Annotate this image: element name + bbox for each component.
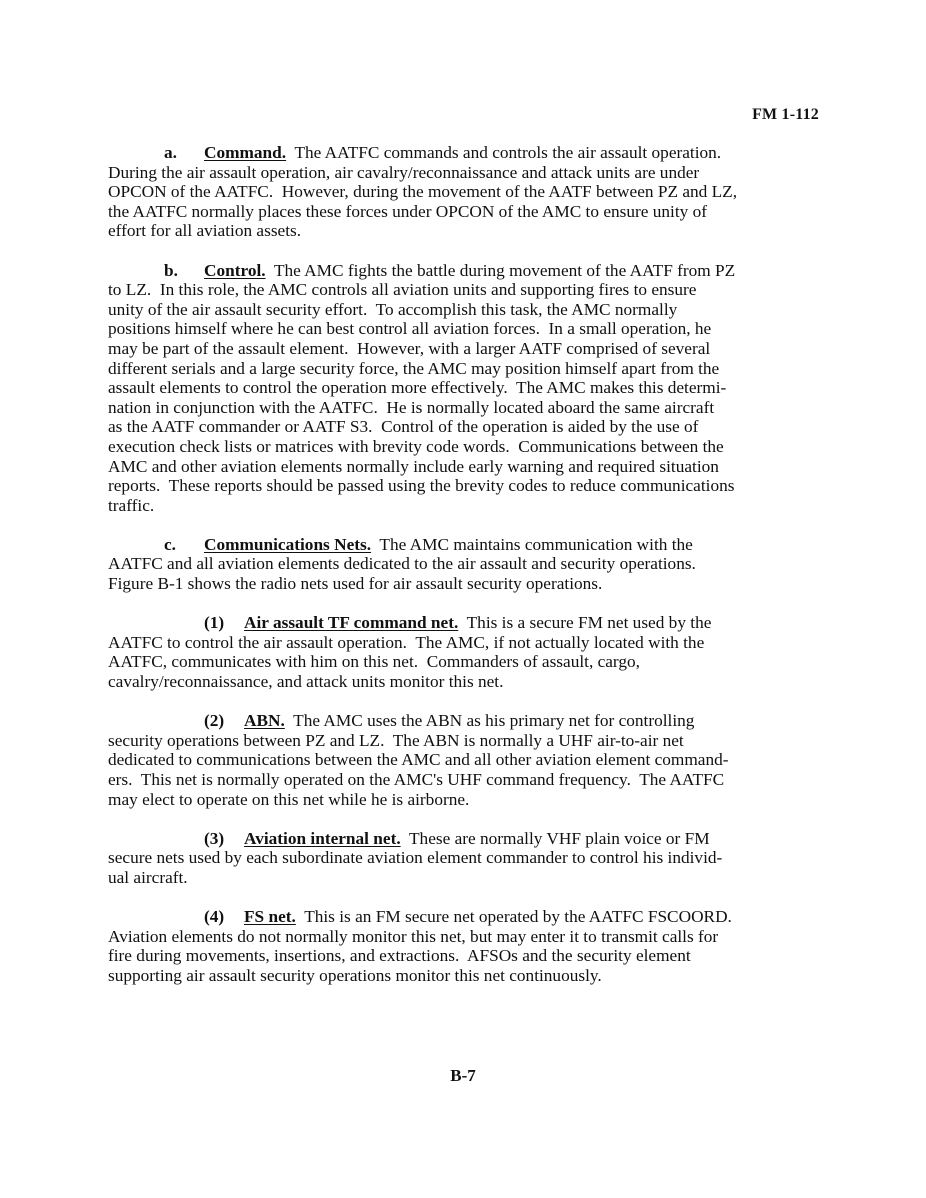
paragraph-line: The AATFC commands and controls the air assault operation. xyxy=(294,143,722,162)
subparagraph-heading: ABN. xyxy=(244,711,285,731)
paragraph-line: positions himself where he can best control all aviation forces. In a small operation, he xyxy=(108,319,712,339)
paragraph-line: AATFC to control the air assault operation. The AMC, if not actually located with the xyxy=(108,632,705,652)
paragraph-line: as the AATF commander or AATF S3. Control of the operation is aided by the use of xyxy=(108,417,699,437)
paragraph-line: the AATFC normally places these forces under OPCON of the AMC to ensure unity of xyxy=(108,201,707,221)
paragraph-line: AMC and other aviation elements normally include early warning and required situation xyxy=(108,456,719,476)
paragraph-line: ers. This net is normally operated on the AMC's UHF command frequency. The AATFC xyxy=(108,770,725,789)
paragraph-line: OPCON of the AATFC. However, during the movement of the AATF between PZ and LZ, xyxy=(108,182,738,202)
paragraph-line: nation in conjunction with the AATFC. He is normally located aboard the same aircraft xyxy=(108,397,715,417)
paragraph-line: may be part of the assault element. However, with a larger AATF comprised of several xyxy=(108,338,711,358)
paragraph-marker: c. xyxy=(164,534,176,554)
paragraph-line: Figure B-1 shows the radio nets used for air assault security operations. xyxy=(108,574,603,594)
subparagraph-marker: (3) xyxy=(204,828,225,848)
paragraph-line: secure nets used by each subordinate aviation element commander to control his individ- xyxy=(108,848,723,868)
subparagraph-heading: FS net. xyxy=(244,907,296,927)
subparagraph-marker: (1) xyxy=(204,613,225,633)
paragraph-line: The AMC uses the ABN as his primary net for controlling xyxy=(293,711,695,731)
subparagraph-air-assault-tf-command-net xyxy=(108,613,820,691)
paragraph-line: different serials and a large security force, the AMC may position himself apart from the xyxy=(108,358,720,378)
subparagraph-marker: (4) xyxy=(204,907,225,927)
paragraph-line: AATFC, communicates with him on this net. Commanders of assault, cargo, xyxy=(108,652,640,672)
paragraph-marker: b. xyxy=(164,260,178,280)
paragraph-command xyxy=(108,143,820,241)
paragraph-line: to LZ. In this role, the AMC controls all aviation units and supporting fires to ensure xyxy=(108,280,697,300)
paragraph-line: traffic. xyxy=(108,495,155,515)
paragraph-line: dedicated to communications between the AMC and all other aviation element command- xyxy=(108,750,729,770)
paragraph-line: cavalry/reconnaissance, and attack units monitor this net. xyxy=(108,672,504,692)
paragraph-line: This is an FM secure net operated by the AATFC FSCOORD. xyxy=(304,907,732,927)
paragraph-line: The AMC maintains communication with the xyxy=(379,534,693,554)
subparagraph-abn xyxy=(108,711,820,809)
paragraph-communications-nets xyxy=(108,535,820,594)
subparagraph-heading: Aviation internal net. xyxy=(244,828,401,848)
paragraph-line: execution check lists or matrices with brevity code words. Communications between the xyxy=(108,436,724,456)
paragraph-line: Aviation elements do not normally monitor this net, but may enter it to transmit calls for xyxy=(108,926,719,946)
paragraph-line: effort for all aviation assets. xyxy=(108,221,302,241)
document-body xyxy=(108,143,820,1005)
page-number: B-7 xyxy=(450,1066,476,1085)
paragraph-line: unity of the air assault security effort. To accomplish this task, the AMC normally xyxy=(108,299,678,319)
paragraph-line: supporting air assault security operations monitor this net continuously. xyxy=(108,965,602,985)
page-header-manual-id: FM 1-112 xyxy=(752,106,819,123)
paragraph-heading: Control. xyxy=(204,260,266,280)
paragraph-line: ual aircraft. xyxy=(108,867,188,887)
subparagraph-marker: (2) xyxy=(204,711,225,731)
paragraph-line: security operations between PZ and LZ. The ABN is normally a UHF air-to-air net xyxy=(108,730,684,750)
paragraph-line: assault elements to control the operation more effectively. The AMC makes this determi- xyxy=(108,378,727,398)
paragraph-control xyxy=(108,261,820,516)
subparagraph-heading: Air assault TF command net. xyxy=(244,613,459,633)
paragraph-line: During the air assault operation, air cavalry/reconnaissance and attack units are under xyxy=(108,162,700,182)
paragraph-line: AATFC and all aviation elements dedicated to the air assault and security operations. xyxy=(108,554,696,574)
paragraph-heading: Communications Nets. xyxy=(204,534,372,554)
subparagraph-aviation-internal-net xyxy=(108,829,820,888)
paragraph-line: fire during movements, insertions, and extractions. AFSOs and the security element xyxy=(108,946,691,966)
paragraph-line: reports. These reports should be passed using the brevity codes to reduce communications xyxy=(108,476,735,496)
paragraph-line: These are normally VHF plain voice or FM xyxy=(409,828,710,848)
paragraph-line: may elect to operate on this net while he is airborne. xyxy=(108,789,470,809)
paragraph-marker: a. xyxy=(164,143,177,162)
paragraph-heading: Command. xyxy=(204,143,287,162)
subparagraph-fs-net xyxy=(108,907,820,985)
paragraph-line: The AMC fights the battle during movement of the AATF from PZ xyxy=(273,260,736,280)
paragraph-line: This is a secure FM net used by the xyxy=(466,613,712,633)
